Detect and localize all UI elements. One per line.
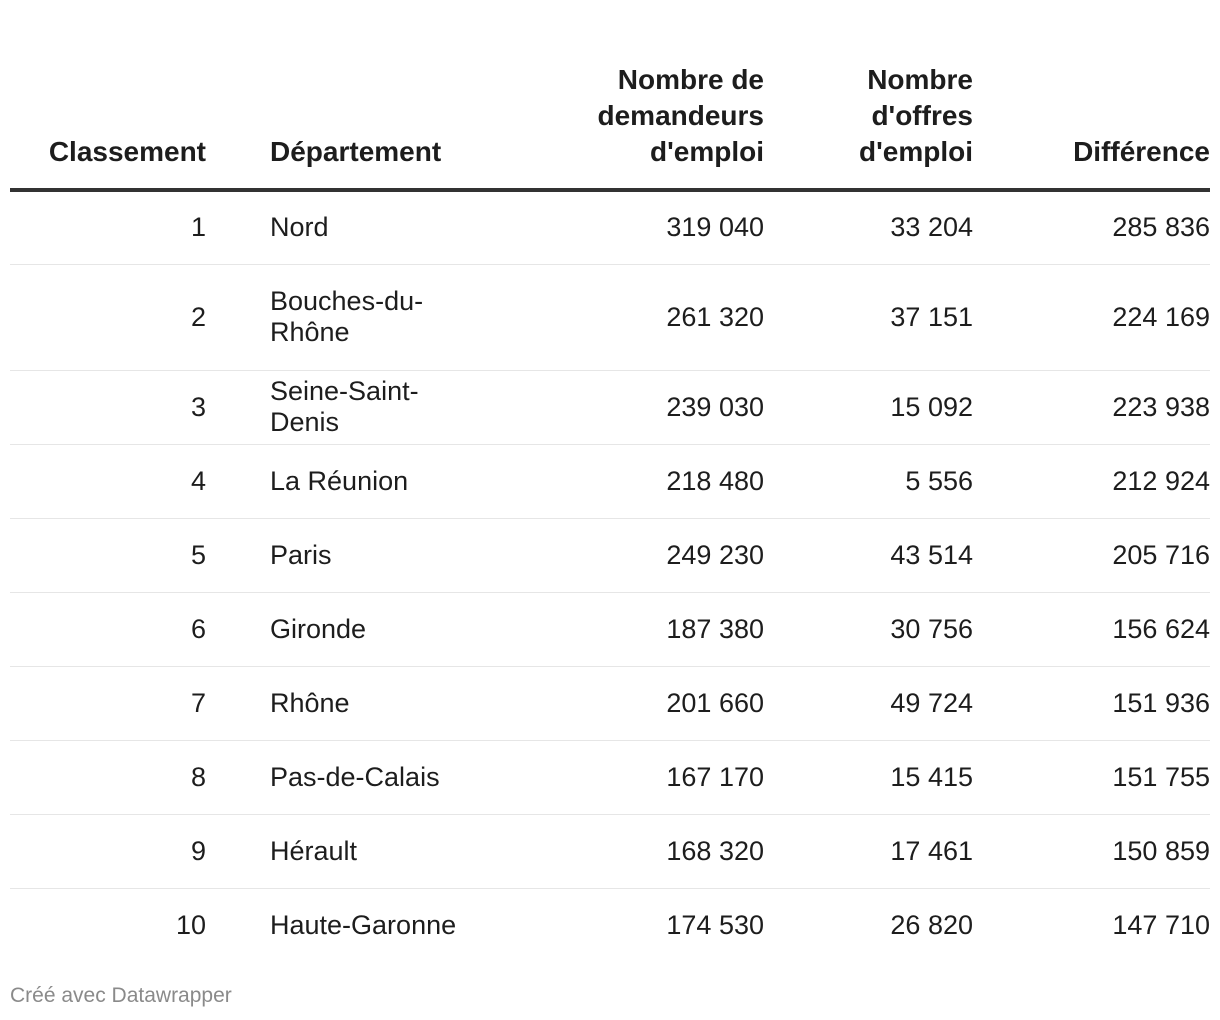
cell-departement: Hérault	[270, 814, 504, 888]
header-spacer	[206, 0, 270, 190]
cell-difference: 223 938	[973, 370, 1210, 444]
cell-departement: Rhône	[270, 666, 504, 740]
header-departement[interactable]: Département	[270, 0, 504, 190]
cell-demandeurs: 261 320	[504, 264, 764, 370]
cell-rank: 1	[10, 190, 206, 264]
cell-offres: 5 556	[764, 444, 973, 518]
table-row	[10, 814, 1210, 888]
header-row	[10, 0, 1210, 190]
cell-offres: 33 204	[764, 190, 973, 264]
cell-departement: Nord	[270, 190, 504, 264]
cell-difference: 151 755	[973, 740, 1210, 814]
cell-difference: 150 859	[973, 814, 1210, 888]
cell-difference: 151 936	[973, 666, 1210, 740]
cell-demandeurs: 167 170	[504, 740, 764, 814]
cell-rank: 6	[10, 592, 206, 666]
cell-demandeurs: 187 380	[504, 592, 764, 666]
table-row	[10, 370, 1210, 444]
cell-offres: 15 092	[764, 370, 973, 444]
cell-departement: Haute-Garonne	[270, 909, 457, 940]
header-demandeurs[interactable]: Nombre de demandeurs d'emploi	[504, 0, 764, 190]
cell-departement: La Réunion	[270, 444, 504, 518]
cell-offres: 15 415	[764, 740, 973, 814]
header-difference[interactable]: Différence	[973, 0, 1210, 190]
table-row	[10, 190, 1210, 264]
cell-departement: Paris	[270, 518, 504, 592]
cell-demandeurs: 201 660	[504, 666, 764, 740]
cell-rank: 10	[175, 909, 206, 940]
header-offres[interactable]: Nombre d'offres d'emploi	[764, 0, 973, 190]
cell-departement: Pas-de-Calais	[270, 740, 504, 814]
cell-rank: 3	[10, 370, 206, 444]
cell-offres: 37 151	[764, 264, 973, 370]
table-row	[10, 592, 1210, 666]
cell-offres: 17 461	[764, 814, 973, 888]
cell-demandeurs: 239 030	[504, 370, 764, 444]
cell-offres: 30 756	[764, 592, 973, 666]
cell-difference: 224 169	[973, 264, 1210, 370]
cell-offres: 49 724	[764, 666, 973, 740]
cell-difference: 212 924	[973, 444, 1210, 518]
cell-rank: 9	[10, 814, 206, 888]
cell-rank: 2	[10, 264, 206, 370]
cell-departement: Bouches-du-Rhône	[270, 264, 504, 370]
header-classement[interactable]: Classement	[10, 0, 206, 190]
cell-offres: 26 820	[890, 909, 973, 940]
table-row	[10, 888, 1210, 962]
cell-demandeurs: 168 320	[504, 814, 764, 888]
table-row	[10, 666, 1210, 740]
cell-difference: 147 710	[1112, 909, 1210, 940]
cell-departement: Gironde	[270, 592, 504, 666]
cell-rank: 4	[10, 444, 206, 518]
cell-demandeurs: 174 530	[666, 909, 764, 940]
cell-difference: 285 836	[973, 190, 1210, 264]
cell-difference: 205 716	[973, 518, 1210, 592]
table-row	[10, 518, 1210, 592]
table-row	[10, 264, 1210, 370]
ranking-table	[10, 0, 1210, 962]
table-container	[10, 0, 1210, 1007]
table-row	[10, 740, 1210, 814]
cell-rank: 5	[10, 518, 206, 592]
cell-demandeurs: 319 040	[504, 190, 764, 264]
datawrapper-credit[interactable]: Créé avec Datawrapper	[10, 984, 232, 1007]
cell-demandeurs: 249 230	[504, 518, 764, 592]
cell-difference: 156 624	[973, 592, 1210, 666]
table-row	[10, 444, 1210, 518]
cell-departement: Seine-Saint-Denis	[270, 370, 504, 444]
cell-offres: 43 514	[764, 518, 973, 592]
cell-demandeurs: 218 480	[504, 444, 764, 518]
cell-rank: 7	[10, 666, 206, 740]
cell-rank: 8	[10, 740, 206, 814]
